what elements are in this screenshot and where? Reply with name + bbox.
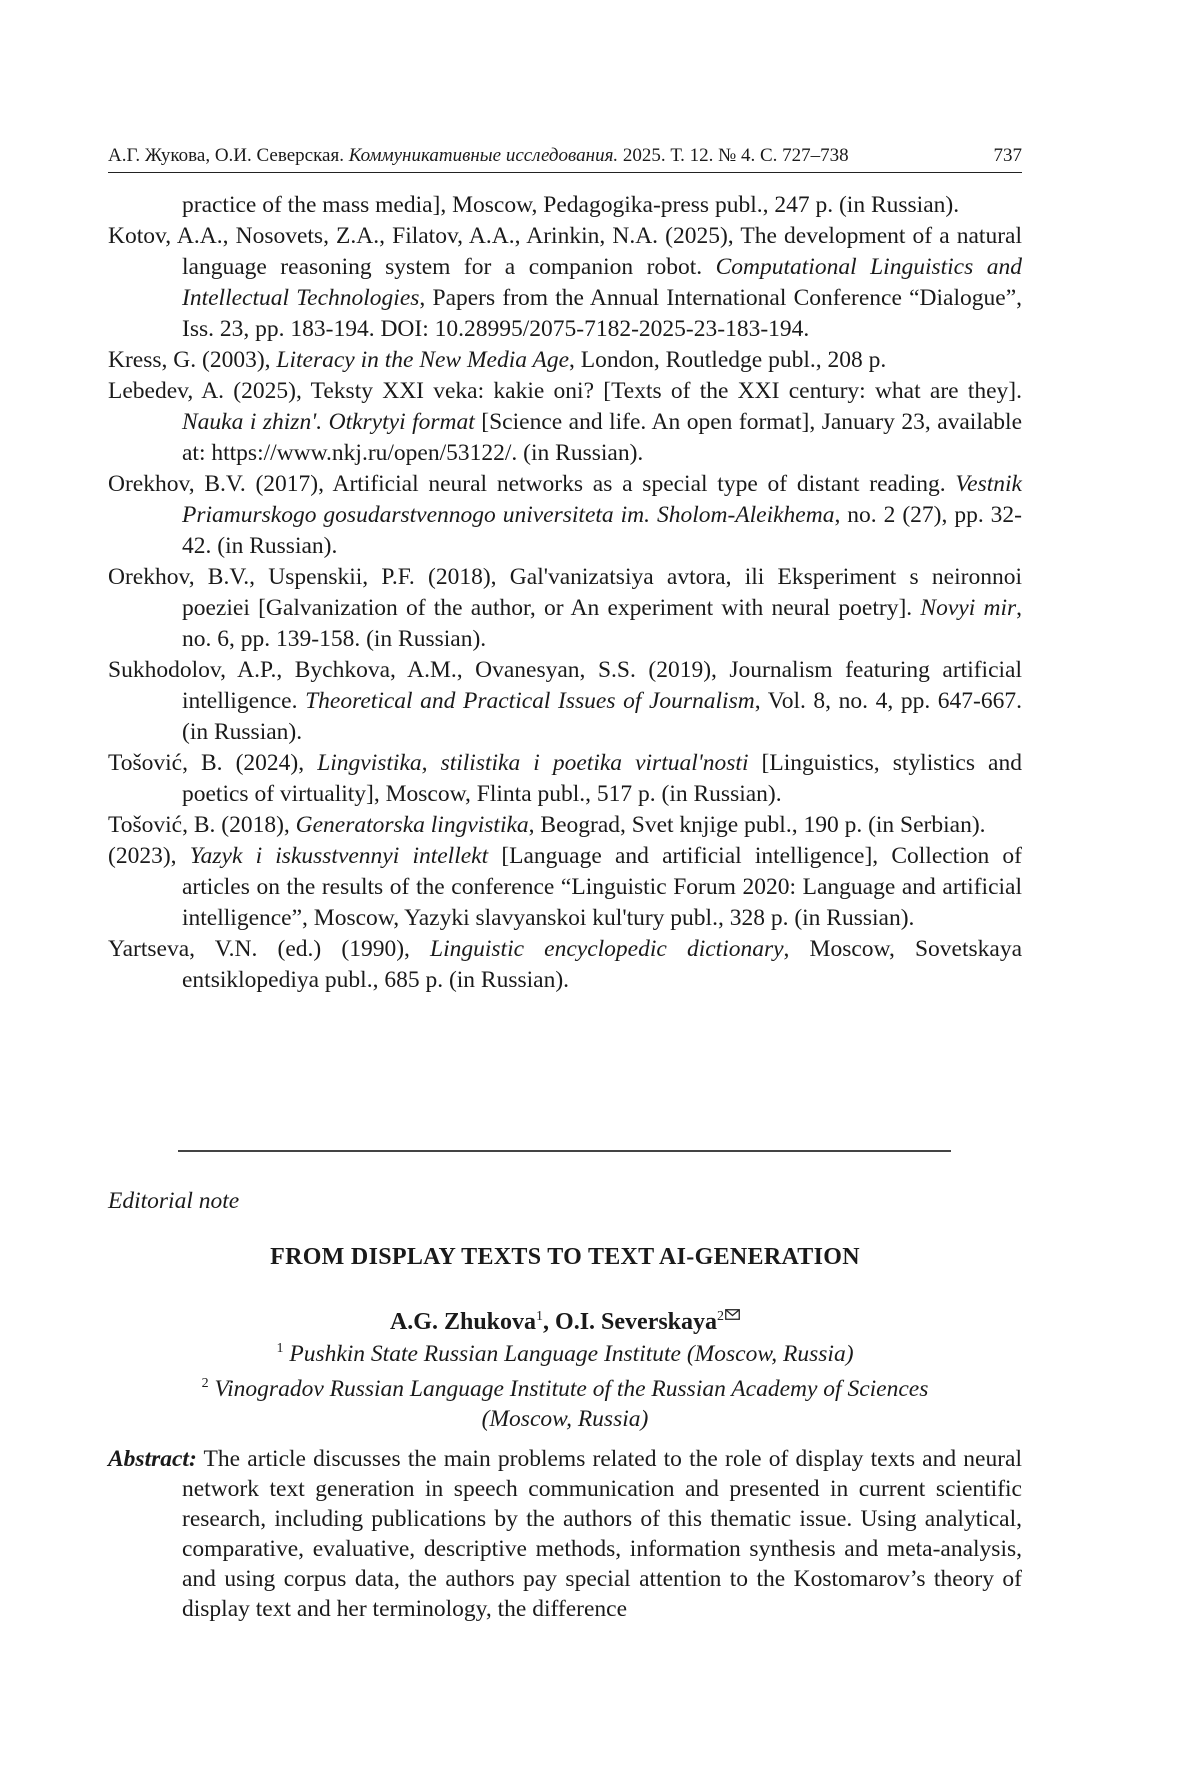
page-number: 737 <box>993 145 1022 166</box>
reference-entry <box>108 748 1022 810</box>
editorial-note-label: Editorial note <box>108 1188 240 1214</box>
header-journal: Коммуникативные исследования. <box>348 145 619 166</box>
reference-source-title: Generatorska lingvistika <box>295 812 529 838</box>
reference-source-title: Literacy in the New Media Age <box>276 347 569 373</box>
author-1: A.G. Zhukova <box>389 1309 537 1335</box>
reference-text: , Papers from the Annual International Conference “Dialogue”, Iss. 23, pp. 183-194. DOI: 10.28995/2075-7182-2025-23-183-194. <box>182 285 1022 342</box>
section-divider <box>178 1150 951 1152</box>
reference-entry <box>108 934 1022 996</box>
reference-entry <box>108 190 1022 221</box>
reference-source-title: Vestnik Priamurskogo gosudarstvennogo universiteta im. Sholom-Aleikhema <box>182 471 1022 528</box>
reference-text: Sukhodolov, A.P., Bychkova, A.M., Ovanesyan, S.S. (2019), Journalism featuring artificial intelligence. <box>108 657 1022 714</box>
reference-text: [Language and artificial intelligence], Collection of articles on the results of the conference “Linguistic Forum 2020: Language and artificial intelligence”, Moscow, Yazyki slavyanskoi kul'tury publ., 328 p. (in Russian). <box>182 843 1022 931</box>
reference-text: [Science and life. An open format], January 23, available at: https://www.nkj.ru/open/53122/. (in Russian). <box>182 409 1022 466</box>
header-authors: А.Г. Жукова, О.И. Северская. <box>108 145 344 166</box>
header-issue: 2025. Т. 12. № 4. С. 727–738 <box>622 145 849 166</box>
reference-entry <box>108 469 1022 562</box>
reference-source-title: Linguistic encyclopedic dictionary <box>430 936 784 962</box>
reference-text: Orekhov, B.V., Uspenskii, P.F. (2018), Gal'vanizatsiya avtora, ili Eksperiment s neironnoi poeziei [Galvanization of the author, or An experiment with neural poetry]. <box>108 564 1022 621</box>
reference-source-title: Computational Linguistics and Intellectual Technologies <box>182 254 1022 311</box>
reference-text: practice of the mass media], Moscow, Pedagogika-press publ., 247 p. (in Russian). <box>182 192 960 218</box>
abstract <box>108 1444 1022 1624</box>
author-1-affil: 1 <box>536 1309 544 1324</box>
author-2-affil: 2 <box>717 1309 725 1324</box>
affiliation-1-number: 1 <box>276 1341 284 1356</box>
reference-entry <box>108 562 1022 655</box>
affiliation-2-number: 2 <box>201 1375 209 1391</box>
reference-text: Lebedev, A. (2025), Teksty XXI veka: kakie oni? [Texts of the XXI century: what are they]. <box>108 378 1022 404</box>
running-header <box>108 144 1022 173</box>
affiliation-2-location: (Moscow, Russia) <box>481 1405 649 1432</box>
reference-list <box>108 190 1022 996</box>
author-separator: , <box>543 1309 556 1335</box>
reference-text: , no. 6, pp. 139-158. (in Russian). <box>182 595 1022 652</box>
reference-entry <box>108 221 1022 345</box>
reference-text: Orekhov, B.V. (2017), Artificial neural networks as a special type of distant reading. <box>108 471 956 497</box>
reference-text: , no. 2 (27), pp. 32-42. (in Russian). <box>182 502 1022 559</box>
reference-text: Yartseva, V.N. (ed.) (1990), <box>108 936 431 962</box>
affiliation-1 <box>108 1334 1022 1369</box>
envelope-icon <box>725 1300 740 1327</box>
reference-text: Tošović, B. (2024), <box>108 750 318 776</box>
affiliation-2 <box>108 1369 1022 1404</box>
affiliation-2-text: Vinogradov Russian Language Institute of the Russian Academy of Sciences <box>208 1375 929 1402</box>
reference-entry <box>108 841 1022 934</box>
reference-text: , Moscow, Sovetskaya entsiklopediya publ., 685 p. (in Russian). <box>182 936 1023 993</box>
reference-source-title: Lingvistika, stilistika i poetika virtual'nosti <box>317 750 749 776</box>
reference-text: Tošović, B. (2018), <box>108 812 296 838</box>
reference-entry <box>108 345 1022 376</box>
article-title: FROM DISPLAY TEXTS TO TEXT AI-GENERATION <box>270 1244 860 1270</box>
reference-source-title: Nauka i zhizn'. Otkrytyi format <box>182 409 475 435</box>
reference-source-title: Theoretical and Practical Issues of Journalism <box>305 688 755 714</box>
reference-entry <box>108 810 1022 841</box>
reference-source-title: Novyi mir <box>920 595 1017 621</box>
reference-source-title: Yazyk i iskusstvennyi intellekt <box>189 843 489 869</box>
reference-text: , Vol. 8, no. 4, pp. 647-667. (in Russian). <box>182 688 1023 745</box>
affiliation-1-text: Pushkin State Russian Language Institute (Moscow, Russia) <box>283 1340 854 1367</box>
abstract-label: Abstract: <box>108 1446 197 1472</box>
header-citation <box>108 144 849 168</box>
reference-entry <box>108 655 1022 748</box>
author-2: O.I. Severskaya <box>555 1309 718 1335</box>
reference-text: , Beograd, Svet knjige publ., 190 p. (in Serbian). <box>528 812 986 838</box>
reference-text: Kotov, A.A., Nosovets, Z.A., Filatov, A.A., Arinkin, N.A. (2025), The development of a natural language reasoning system for a companion robot. <box>108 223 1022 280</box>
article-authors <box>108 1300 1022 1336</box>
reference-entry <box>108 376 1022 469</box>
affiliations <box>108 1334 1022 1434</box>
reference-text: , London, Routledge publ., 208 p. <box>569 347 887 373</box>
abstract-text: The article discusses the main problems related to the role of display texts and neural network text generation in speech communication and presented in current scientific research, including publications by the authors of this thematic issue. Using analytical, comparative, evaluative, descriptive methods, information synthesis and meta-analysis, and using corpus data, the authors pay special attention to the Kostomarov’s theory of display text and her terminology, the difference <box>182 1446 1022 1622</box>
reference-text: [Linguistics, stylistics and poetics of virtuality], Moscow, Flinta publ., 517 p. (in Russian). <box>182 750 1022 807</box>
reference-text: Kress, G. (2003), <box>108 347 277 373</box>
reference-text: (2023), <box>108 843 190 869</box>
